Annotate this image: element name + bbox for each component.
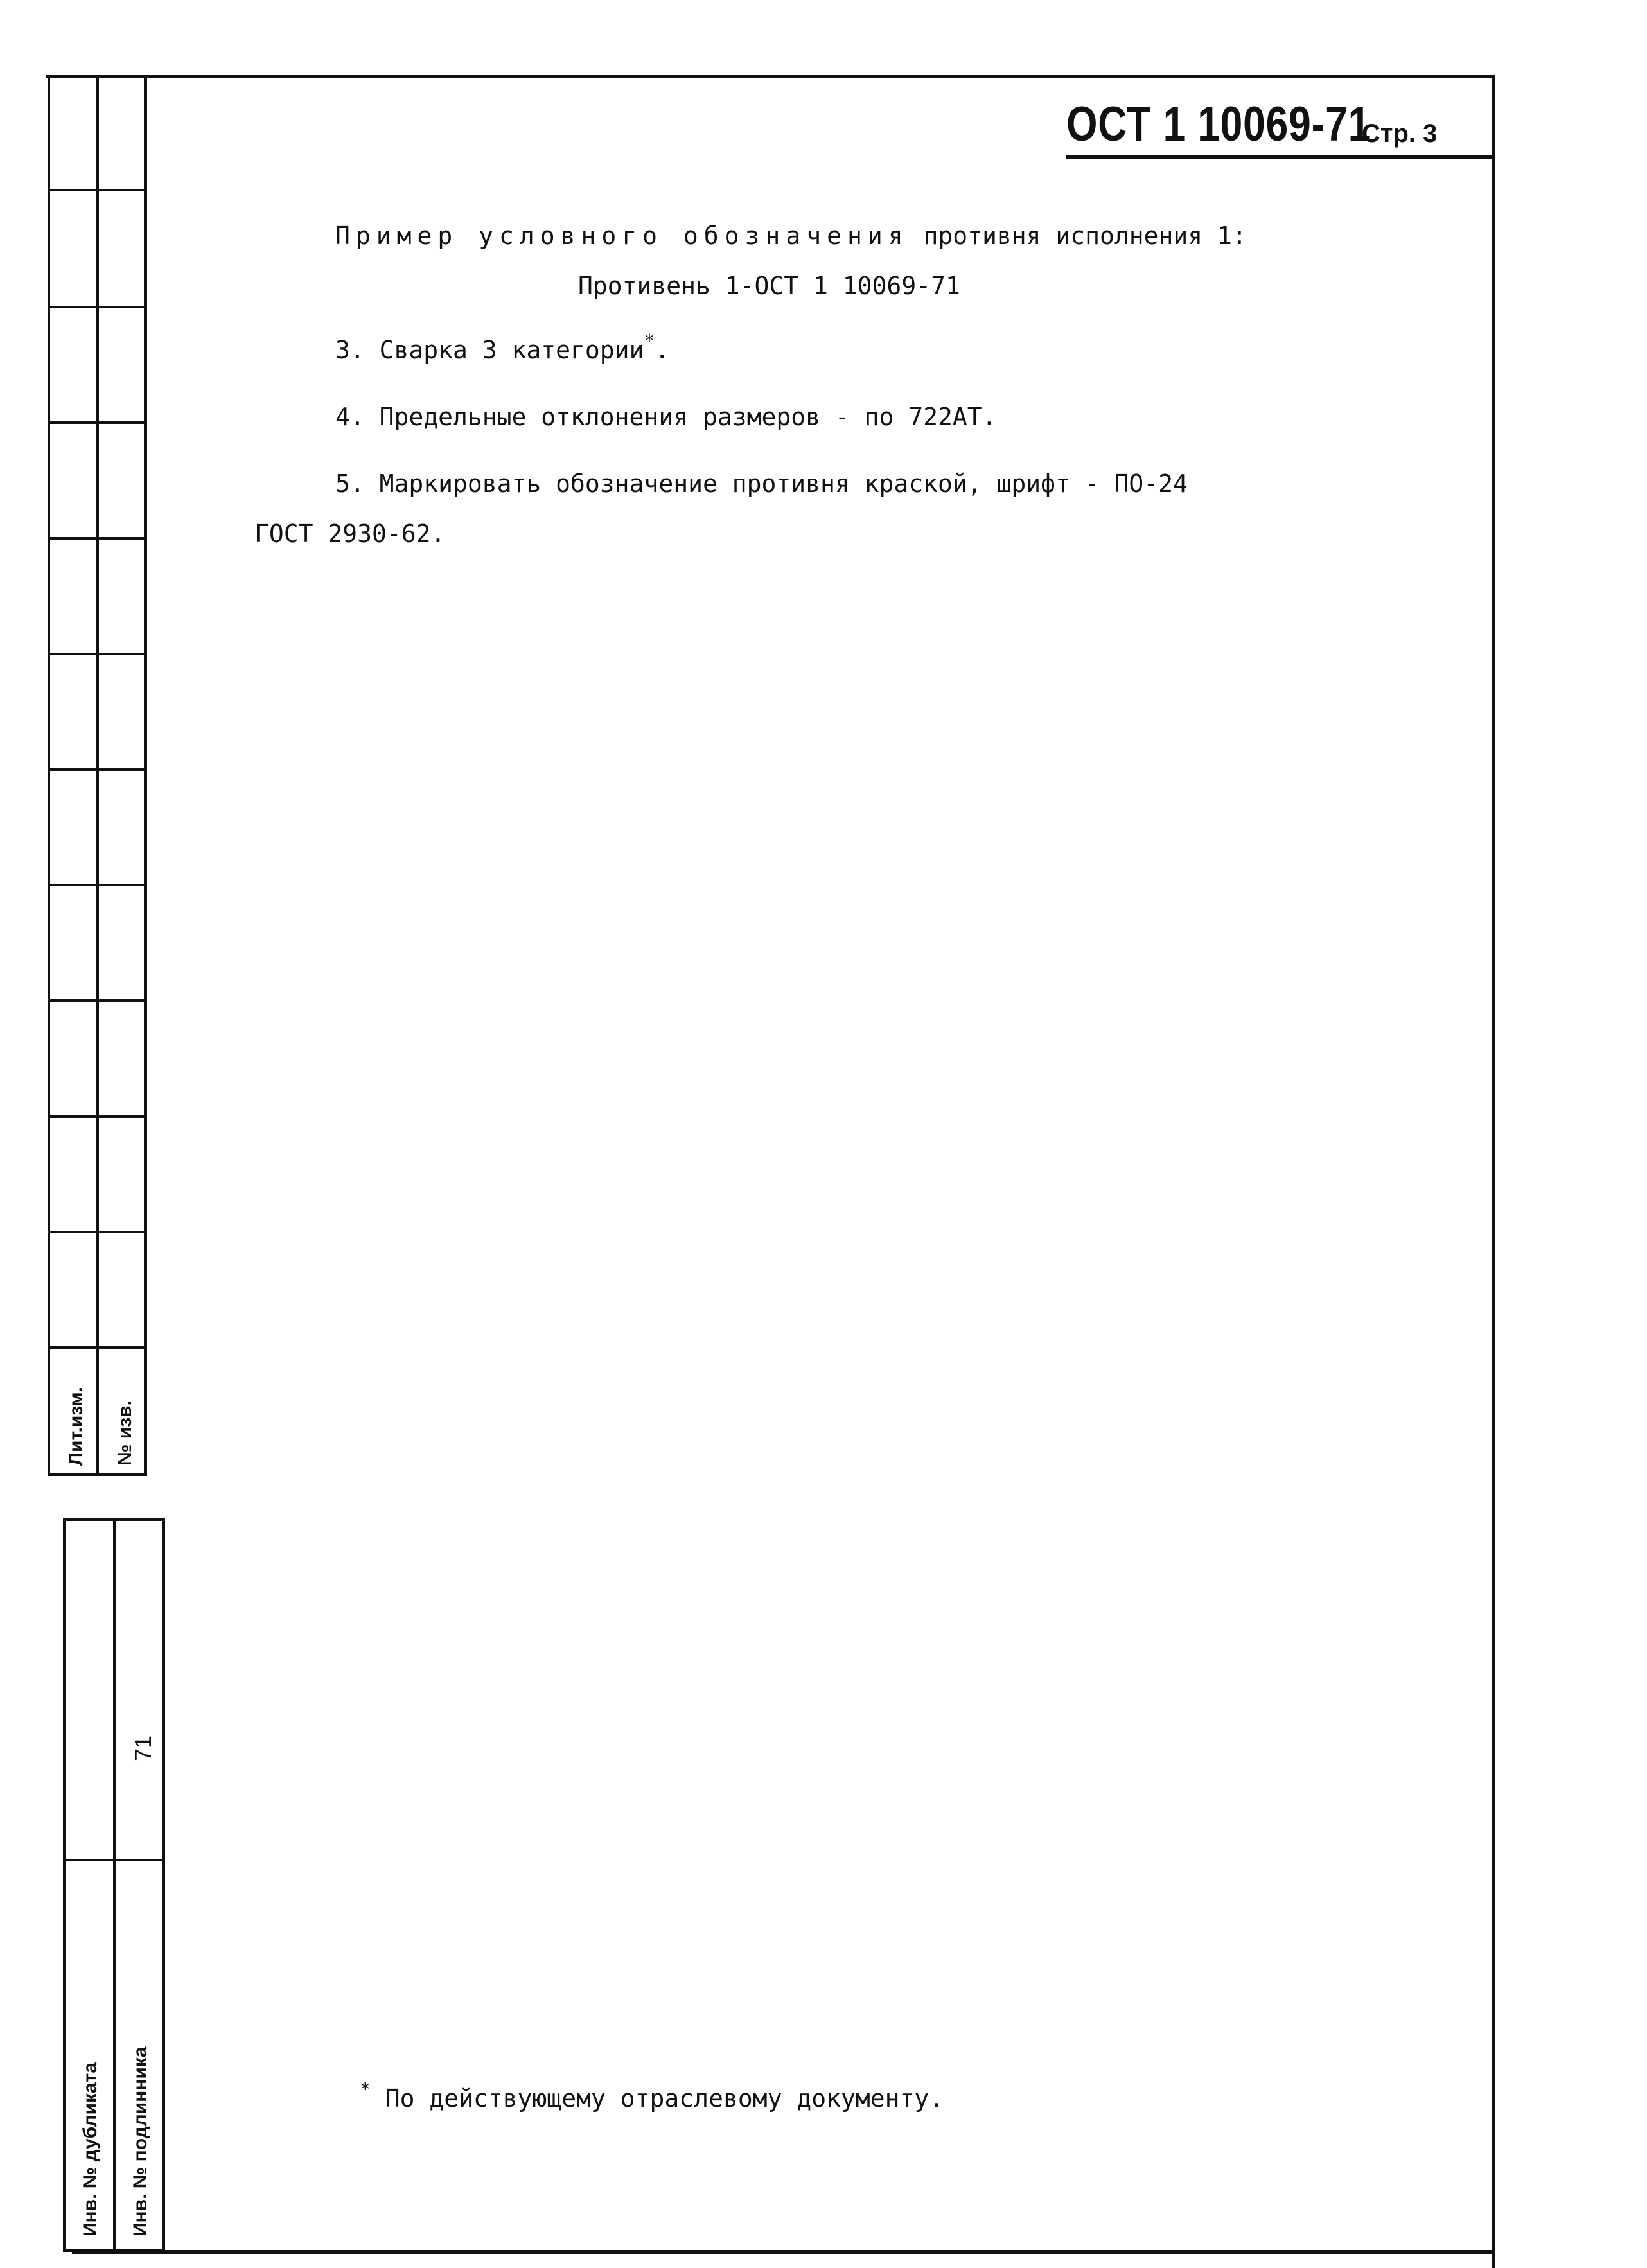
footnote-text: По действующему отраслевому документу. [385, 2084, 944, 2113]
item-5-marking-line2: ГОСТ 2930-62. [254, 520, 446, 548]
stamp-value-71: 71 [130, 1735, 156, 1761]
footnote-mark: * [644, 330, 655, 351]
item-4-tolerances: 4. Предельные отклонения размеров - по 722АТ. [335, 403, 997, 431]
item-3-welding: 3. Сварка 3 категории*. [335, 330, 670, 364]
example-intro-line: Пример условного обозначения противня исполнения 1: [335, 222, 1247, 250]
page-number: Стр. 3 [1362, 119, 1438, 148]
frame-right-border [1492, 76, 1495, 2268]
stamp-label-inv-dublikata: Инв. № дубликата [80, 2062, 101, 2237]
inventory-stamp-block [63, 1518, 164, 2252]
header-underline [1066, 155, 1493, 159]
standard-number: ОСТ 1 10069-71 [1066, 97, 1371, 152]
stamp-label-inv-podlinnika: Инв. № подлинника [130, 2046, 151, 2237]
stamp-label-lit-izm: Лит.изм. [66, 1386, 87, 1466]
footnote [360, 2079, 944, 2113]
item-5-marking-line1: 5. Маркировать обозначение противня краской, шрифт - ПО-24 [335, 470, 1188, 498]
footnote-asterisk: * [360, 2079, 371, 2100]
stamp-label-no-izv: № изв. [114, 1400, 136, 1466]
frame-top-border [46, 75, 1495, 78]
document-designation [1066, 96, 1438, 152]
frame-bottom-border [72, 2250, 1495, 2254]
example-designation: Противень 1-ОСТ 1 10069-71 [578, 272, 960, 300]
revision-stamp-block [48, 76, 145, 1476]
